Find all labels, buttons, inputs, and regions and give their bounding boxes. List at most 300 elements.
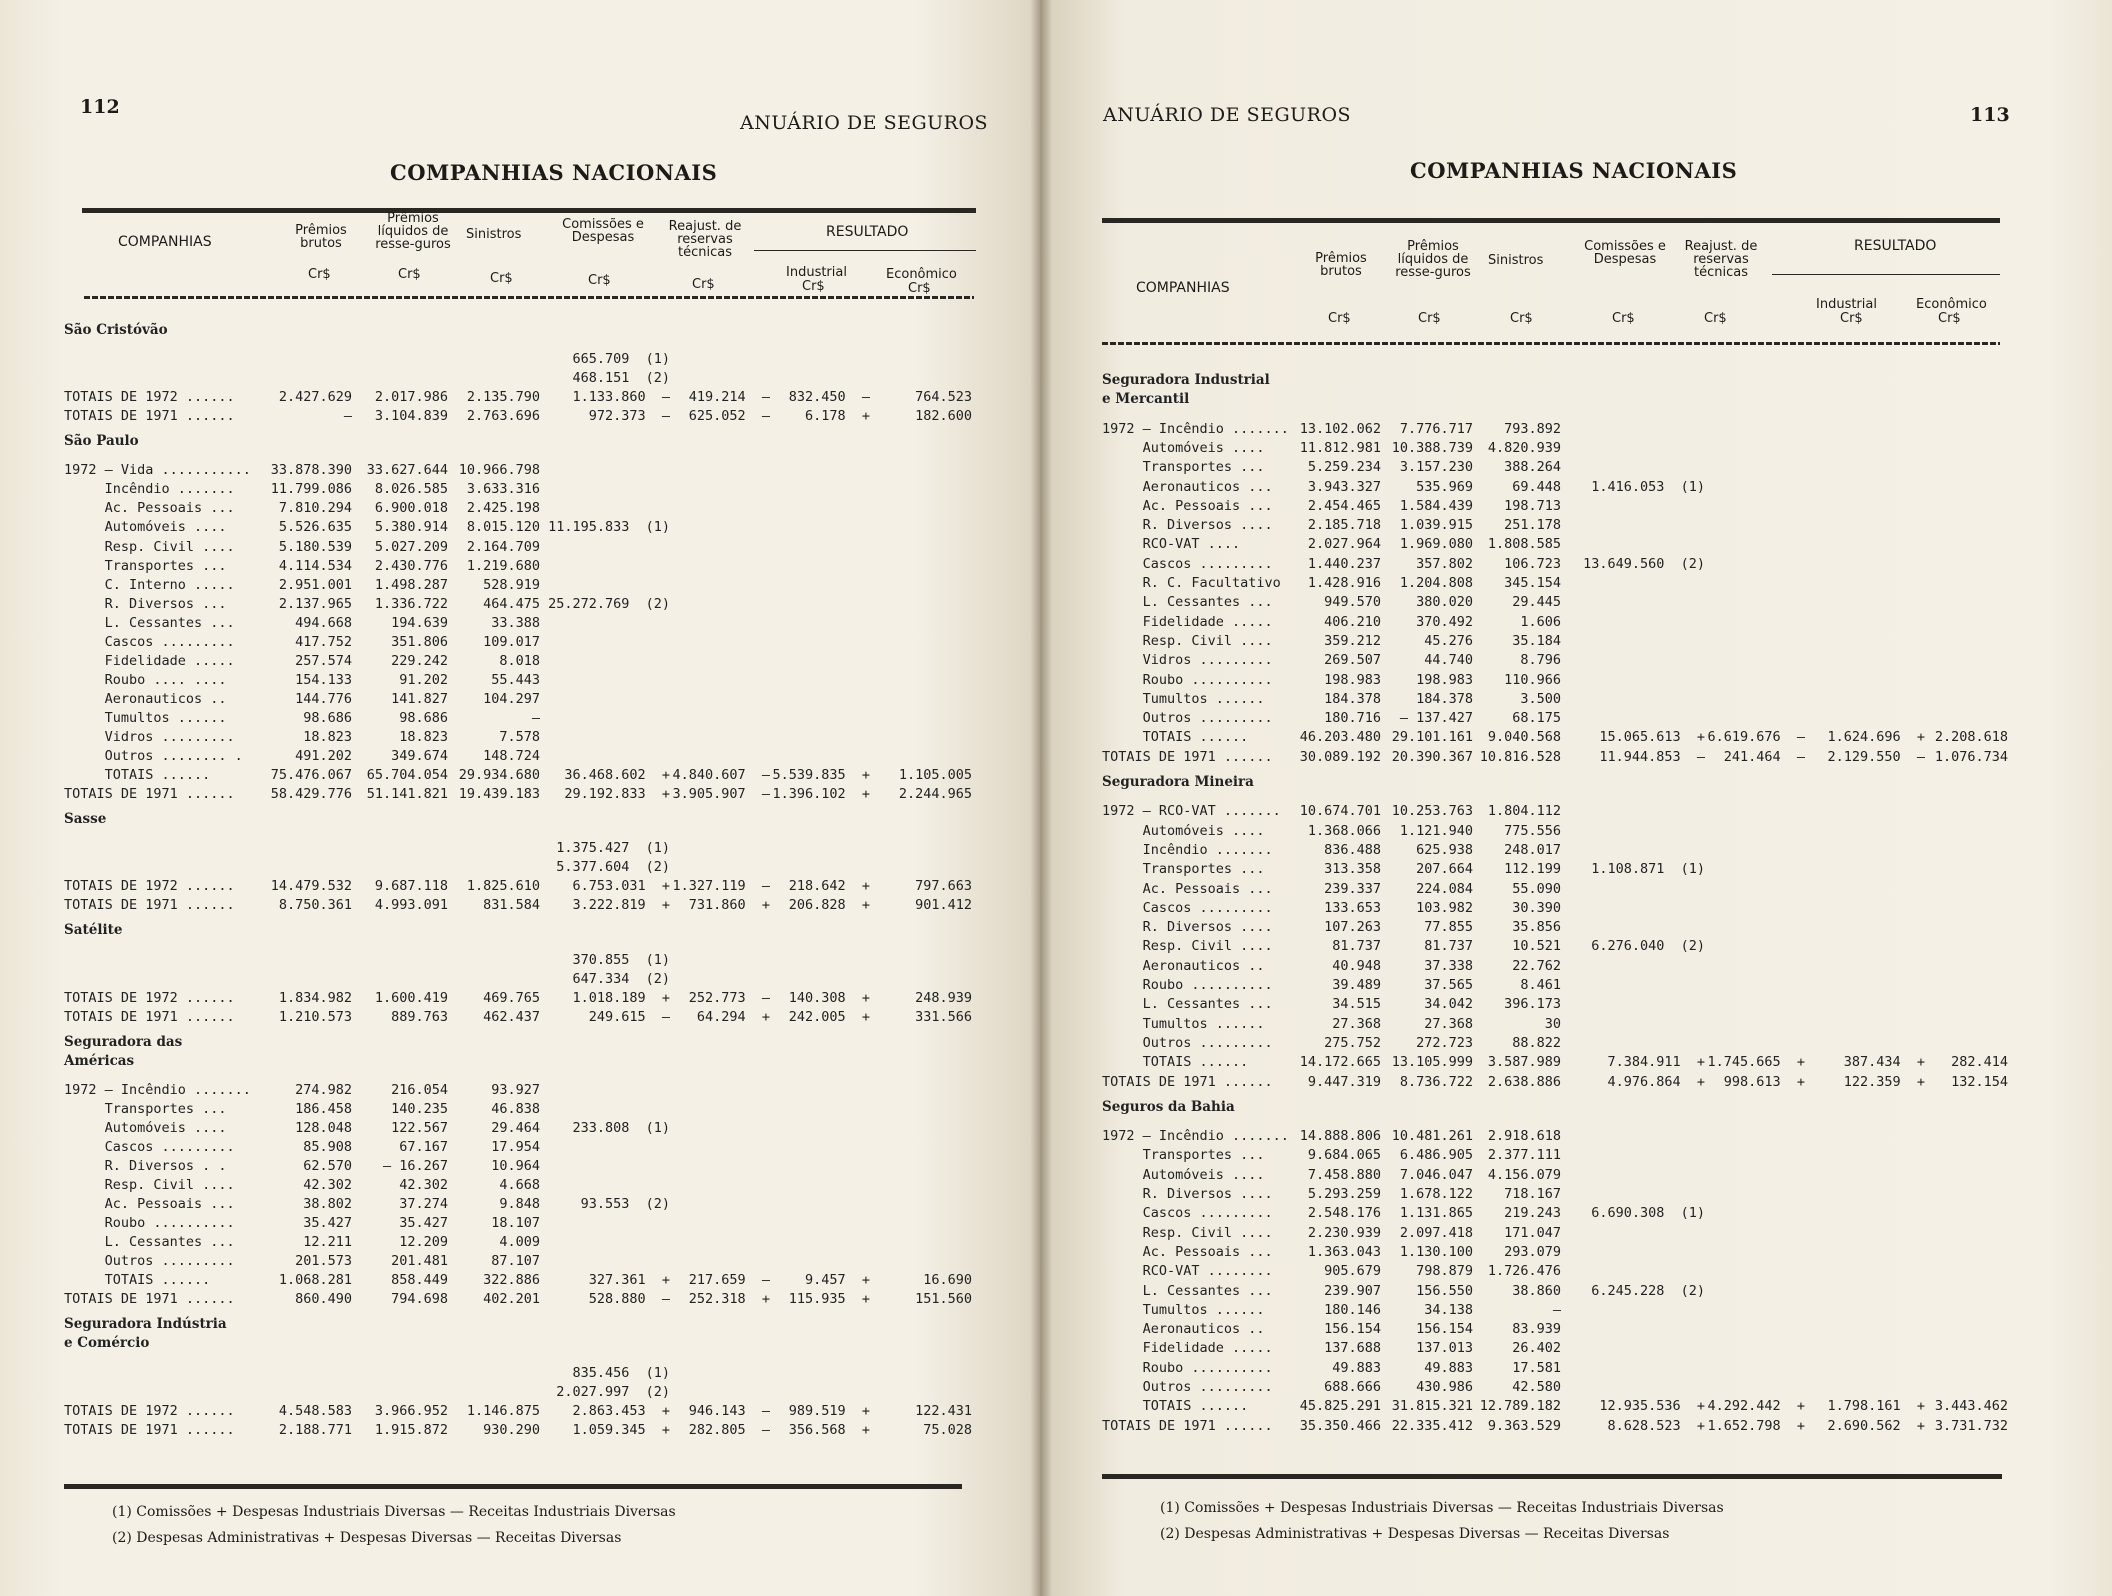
table-row — [1040, 1244, 2112, 1260]
label: TOTAIS DE 1971 ...... — [1102, 1417, 1273, 1434]
premios-brutos-cell: 180.716 — [1324, 710, 1381, 727]
section-heading: Seguradora Indústria — [64, 1316, 227, 1333]
note-row — [0, 351, 1040, 367]
label: R. Diversos .... — [1102, 517, 1273, 534]
label: Cascos ......... — [64, 633, 235, 650]
premios-brutos-cell: 14.479.532 — [270, 878, 352, 895]
label: TOTAIS DE 1971 ...... — [64, 786, 235, 803]
premios-liquidos-cell: 29.101.161 — [1391, 729, 1473, 746]
premios-liquidos-cell: 22.335.412 — [1391, 1417, 1473, 1434]
table-row — [0, 1101, 1040, 1117]
sinistros-cell: 35.856 — [1512, 919, 1561, 936]
premios-brutos-cell: 30.089.192 — [1299, 748, 1381, 765]
note-row — [0, 971, 1040, 987]
label: Cascos ......... — [1102, 1205, 1273, 1222]
premios-liquidos-cell: 10.481.261 — [1391, 1128, 1473, 1145]
premios-liquidos-cell: 7.046.047 — [1399, 1166, 1473, 1183]
reajust-cell: 282.805 — — [688, 1421, 770, 1438]
table-row — [1040, 575, 2112, 591]
table-row — [0, 897, 1040, 913]
premios-liquidos-cell: 430.986 — [1416, 1379, 1473, 1395]
premios-liquidos-cell: 370.492 — [1416, 613, 1473, 630]
sinistros-cell: 4.009 — [499, 1234, 540, 1251]
label: Tumultos ...... — [1102, 1301, 1265, 1318]
premios-brutos-cell: 201.573 — [295, 1253, 352, 1270]
label: Tumultos ...... — [64, 709, 227, 726]
premios-brutos-cell: 5.526.635 — [278, 519, 352, 536]
premios-brutos-cell: 269.507 — [1324, 652, 1381, 669]
comissoes-cell: 11.944.853 — — [1599, 748, 1705, 765]
page-number-right: 113 — [1970, 104, 2010, 126]
cur-si: Cr$ — [490, 271, 513, 286]
industrial-cell: 1.798.161 + — [1827, 1398, 1925, 1415]
note-row — [0, 859, 1040, 875]
label: Automóveis .... — [1102, 822, 1265, 839]
label: Cascos ......... — [1102, 555, 1273, 572]
label: L. Cessantes ... — [1102, 594, 1273, 611]
premios-brutos-cell: 35.350.466 — [1299, 1417, 1381, 1434]
sinistros-cell: 106.723 — [1504, 555, 1561, 572]
industrial-cell: 2.129.550 — — [1827, 748, 1925, 765]
premios-liquidos-cell: 156.550 — [1416, 1282, 1473, 1299]
label: Resp. Civil .... — [64, 1177, 235, 1194]
table-row — [0, 1403, 1040, 1419]
economico-cell: 764.523 — [915, 389, 972, 406]
premios-liquidos-cell: 7.776.717 — [1399, 420, 1473, 437]
table-row — [0, 1253, 1040, 1269]
premios-brutos-cell: 359.212 — [1324, 632, 1381, 649]
premios-brutos-cell: 12.211 — [303, 1234, 352, 1251]
table-row — [1040, 996, 2112, 1012]
premios-brutos-cell: 239.337 — [1324, 880, 1381, 897]
label: TOTAIS DE 1972 ...... — [64, 989, 235, 1006]
economico-cell: 331.566 — [915, 1008, 972, 1025]
label: Aeronauticos ... — [1102, 478, 1273, 495]
economico-cell: 151.560 — [915, 1291, 972, 1308]
sinistros-cell: 251.178 — [1504, 517, 1561, 534]
label: 1972 — Incêndio ....... — [1102, 420, 1289, 437]
premios-liquidos-cell: 81.737 — [1424, 938, 1473, 955]
label: TOTAIS DE 1971 ...... — [64, 1291, 235, 1308]
table-row — [1040, 958, 2112, 974]
label: Tumultos ...... — [1102, 690, 1265, 707]
premios-liquidos-cell: 889.763 — [391, 1008, 448, 1025]
economico-cell: 3.443.462 — [1934, 1398, 2008, 1415]
label: Roubo .... .... — [64, 671, 227, 688]
sinistros-cell: 35.184 — [1512, 632, 1561, 649]
industrial-cell: 832.450 — — [788, 389, 870, 406]
table-row — [1040, 1263, 2112, 1279]
premios-liquidos-cell: 194.639 — [391, 614, 448, 631]
premios-brutos-cell: 2.185.718 — [1307, 517, 1381, 534]
table-row — [1040, 710, 2112, 726]
economico-cell: 1.076.734 — [1934, 748, 2008, 765]
label: R. Diversos .... — [1102, 1186, 1273, 1202]
premios-liquidos-cell: 10.388.739 — [1391, 439, 1473, 456]
label: Roubo .......... — [64, 1215, 235, 1232]
premios-liquidos-cell: 794.698 — [391, 1291, 448, 1308]
label: Transportes ... — [1102, 1147, 1265, 1164]
table-row — [0, 462, 1040, 478]
table-row — [1040, 1321, 2112, 1337]
premios-liquidos-cell: 1.915.872 — [374, 1421, 448, 1438]
table-row — [1040, 556, 2112, 572]
premios-brutos-cell: — — [343, 408, 352, 425]
col-reajust-r: Reajust. de reservas técnicas — [1684, 239, 1758, 280]
sinistros-cell: 29.934.680 — [458, 767, 540, 784]
premios-brutos-cell: 5.259.234 — [1307, 459, 1381, 476]
premios-liquidos-cell: 1.584.439 — [1399, 497, 1473, 514]
industrial-cell: 6.178 + — [804, 408, 870, 425]
footnote-2-left: (2) Despesas Administrativas + Despesas Diversas — Receitas Diversas — [112, 1530, 622, 1546]
table-row — [1040, 1016, 2112, 1032]
industrial-cell: 356.568 + — [788, 1421, 870, 1438]
sinistros-cell: 2.918.618 — [1487, 1128, 1561, 1145]
premios-liquidos-cell: 35.427 — [399, 1215, 448, 1232]
col-premios-liquidos: Prêmios líquidos de resse-guros — [375, 211, 451, 252]
cur-pb: Cr$ — [308, 267, 331, 282]
premios-brutos-cell: 275.752 — [1324, 1034, 1381, 1051]
economico-cell: 122.431 — [915, 1402, 972, 1419]
premios-liquidos-cell: 31.815.321 — [1391, 1398, 1473, 1415]
comissoes-cell: 1.059.345 + — [572, 1421, 670, 1438]
label: Aeronauticos .. — [1102, 1321, 1265, 1338]
premios-brutos-cell: 313.358 — [1324, 861, 1381, 878]
table-row — [1040, 614, 2112, 630]
table-row — [0, 539, 1040, 555]
cur-pb-r: Cr$ — [1328, 311, 1351, 326]
premios-brutos-cell: 81.737 — [1332, 938, 1381, 955]
premios-brutos-cell: 2.454.465 — [1307, 497, 1381, 514]
table-row — [1040, 977, 2112, 993]
book-gutter — [1030, 0, 1052, 1596]
economico-cell: 2.208.618 — [1934, 729, 2008, 746]
label: Cascos ......... — [1102, 899, 1273, 916]
sinistros-cell: 462.437 — [483, 1008, 540, 1025]
right-data-table — [1040, 0, 2112, 1596]
sinistros-cell: 2.425.198 — [466, 500, 540, 517]
table-row — [0, 634, 1040, 650]
table-row — [0, 653, 1040, 669]
premios-liquidos-cell: 98.686 — [399, 709, 448, 726]
sinistros-cell: — — [1552, 1301, 1561, 1318]
premios-brutos-cell: 11.799.086 — [270, 481, 352, 498]
table-row — [0, 389, 1040, 405]
premios-liquidos-cell: 357.802 — [1416, 555, 1473, 572]
sinistros-cell: 402.201 — [483, 1291, 540, 1308]
table-row — [0, 1082, 1040, 1098]
premios-liquidos-cell: 156.154 — [1416, 1321, 1473, 1338]
label: Resp. Civil .... — [1102, 938, 1273, 955]
table-row — [1040, 672, 2112, 688]
section-heading: e Mercantil — [1102, 391, 1190, 408]
premios-brutos-cell: 9.684.065 — [1307, 1147, 1381, 1164]
sinistros-cell: 10.521 — [1512, 938, 1561, 955]
economico-cell: 3.731.732 — [1934, 1417, 2008, 1434]
label: Incêndio ....... — [64, 481, 235, 498]
industrial-cell: 989.519 + — [788, 1402, 870, 1419]
premios-brutos-cell: 1.428.916 — [1307, 575, 1381, 591]
footnote-1-right: (1) Comissões + Despesas Industriais Diversas — Receitas Industriais Diversas — [1160, 1500, 1724, 1516]
cur-com-r: Cr$ — [1612, 311, 1635, 326]
premios-liquidos-cell: 1.131.865 — [1399, 1205, 1473, 1222]
sinistros-cell: 1.726.476 — [1487, 1263, 1561, 1280]
sinistros-cell: 148.724 — [483, 748, 540, 765]
label: Outros ......... — [1102, 1034, 1273, 1051]
section-heading: Seguradora Mineira — [1102, 774, 1254, 790]
reajust-cell: 731.860 + — [688, 897, 770, 914]
table-row — [1040, 881, 2112, 897]
comissoes-cell: 1.416.053 (1) — [1591, 478, 1705, 495]
label: Transportes ... — [1102, 861, 1265, 878]
premios-brutos-cell: 905.679 — [1324, 1263, 1381, 1280]
sinistros-cell: 1.606 — [1520, 613, 1561, 630]
premios-liquidos-cell: 141.827 — [391, 690, 448, 707]
footnote-2-right: (2) Despesas Administrativas + Despesas Diversas — Receitas Diversas — [1160, 1526, 1670, 1542]
sinistros-cell: 10.964 — [491, 1158, 540, 1174]
table-row — [1040, 440, 2112, 456]
premios-liquidos-cell: 49.883 — [1424, 1359, 1473, 1376]
label: Ac. Pessoais ... — [64, 500, 235, 517]
table-row — [0, 1139, 1040, 1155]
premios-liquidos-cell: 8.026.585 — [374, 481, 448, 498]
premios-brutos-cell: 2.230.939 — [1307, 1224, 1381, 1241]
premios-liquidos-cell: 1.121.940 — [1399, 822, 1473, 839]
sinistros-cell: 388.264 — [1504, 459, 1561, 476]
premios-liquidos-cell: 349.674 — [391, 748, 448, 765]
industrial-cell: 242.005 + — [788, 1008, 870, 1025]
table-row — [1040, 1128, 2112, 1144]
premios-liquidos-cell: 77.855 — [1424, 919, 1473, 936]
label: TOTAIS DE 1972 ...... — [64, 389, 235, 406]
label: L. Cessantes ... — [64, 614, 235, 631]
label: Ac. Pessoais ... — [1102, 880, 1273, 897]
table-row — [0, 1158, 1040, 1174]
col-industrial: Industrial — [786, 265, 847, 280]
label: Fidelidade ..... — [64, 652, 235, 669]
sinistros-cell: 528.919 — [483, 576, 540, 593]
economico-cell: 16.690 — [923, 1272, 972, 1289]
table-row — [0, 710, 1040, 726]
label: Outros ......... — [1102, 710, 1273, 727]
premios-liquidos-cell: 229.242 — [391, 652, 448, 669]
reajust-cell: 419.214 — — [688, 389, 770, 406]
sinistros-cell: 198.713 — [1504, 497, 1561, 514]
comissoes-cell: 1.108.871 (1) — [1591, 861, 1705, 878]
table-row — [1040, 1035, 2112, 1051]
left-data-table — [0, 0, 1040, 1596]
col-comissoes-r: Comissões e Despesas — [1584, 239, 1666, 267]
left-page — [0, 0, 1040, 1596]
premios-liquidos-cell: 858.449 — [391, 1272, 448, 1289]
label: R. Diversos ... — [64, 595, 227, 612]
reajust-cell: 625.052 — — [688, 408, 770, 425]
sinistros-cell: 83.939 — [1512, 1321, 1561, 1338]
sinistros-cell: 12.789.182 — [1479, 1398, 1561, 1415]
premios-liquidos-cell: 12.209 — [399, 1234, 448, 1251]
comissoes-cell: 6.276.040 (2) — [1591, 938, 1705, 955]
label: Automóveis .... — [64, 1119, 227, 1136]
comissoes-cell: 2.027.997 (2) — [556, 1383, 670, 1400]
label: 1972 — Vida ........... — [64, 462, 251, 479]
premios-liquidos-cell: 1.204.808 — [1399, 575, 1473, 591]
comissoes-cell: 1.375.427 (1) — [556, 840, 670, 857]
label: Ac. Pessoais ... — [1102, 1243, 1273, 1260]
label: Ac. Pessoais ... — [1102, 497, 1273, 514]
sinistros-cell: 33.388 — [491, 614, 540, 631]
reajust-cell: 1.327.119 — — [672, 878, 770, 895]
col-industrial-r: Industrial — [1816, 297, 1877, 312]
premios-liquidos-cell: 184.378 — [1416, 690, 1473, 707]
premios-liquidos-cell: 4.993.091 — [374, 897, 448, 914]
right-page — [1040, 0, 2112, 1596]
sinistros-cell: 7.578 — [499, 729, 540, 745]
table-row — [1040, 842, 2112, 858]
section-heading: e Comércio — [64, 1335, 150, 1352]
sinistros-cell: 3.633.316 — [466, 481, 540, 498]
sinistros-cell: 29.445 — [1512, 594, 1561, 611]
table-row — [0, 615, 1040, 631]
premios-liquidos-cell: 3.966.952 — [374, 1402, 448, 1419]
premios-brutos-cell: 2.548.176 — [1307, 1205, 1381, 1222]
sinistros-cell: 1.804.112 — [1487, 803, 1561, 820]
label: TOTAIS DE 1971 ...... — [64, 1008, 235, 1025]
premios-liquidos-cell: 1.498.287 — [374, 576, 448, 593]
cur-rea: Cr$ — [692, 277, 715, 292]
sinistros-cell: 112.199 — [1504, 861, 1561, 878]
table-row — [0, 1009, 1040, 1025]
reajust-cell: 998.613 + — [1723, 1073, 1805, 1090]
sinistros-cell: 22.762 — [1512, 957, 1561, 974]
table-row — [1040, 536, 2112, 552]
reajust-cell: 4.292.442 + — [1707, 1398, 1805, 1415]
sinistros-cell: 345.154 — [1504, 575, 1561, 591]
premios-liquidos-cell: 1.600.419 — [374, 989, 448, 1006]
col-economico-r: Econômico — [1916, 297, 1987, 312]
col-resultado: RESULTADO — [826, 224, 909, 240]
premios-brutos-cell: 144.776 — [295, 690, 352, 707]
reajust-cell: 6.619.676 — — [1707, 729, 1805, 746]
sinistros-cell: 8.796 — [1520, 652, 1561, 669]
col-reajust: Reajust. de reservas técnicas — [668, 219, 742, 260]
premios-liquidos-cell: 13.105.999 — [1391, 1054, 1473, 1071]
sinistros-cell: 293.079 — [1504, 1243, 1561, 1260]
sinistros-cell: 831.584 — [483, 897, 540, 914]
sinistros-cell: 88.822 — [1512, 1034, 1561, 1051]
sinistros-cell: 9.848 — [499, 1196, 540, 1213]
sinistros-cell: 1.219.680 — [466, 557, 540, 574]
table-row — [1040, 1302, 2112, 1318]
col-premios-brutos: Prêmios brutos — [295, 223, 347, 251]
label: TOTAIS ...... — [1102, 729, 1249, 746]
industrial-cell: 9.457 + — [804, 1272, 870, 1289]
premios-liquidos-cell: 37.565 — [1424, 977, 1473, 993]
table-row — [1040, 861, 2112, 877]
premios-brutos-cell: 4.114.534 — [278, 557, 352, 574]
premios-liquidos-cell: 67.167 — [399, 1138, 448, 1155]
premios-liquidos-cell: 1.969.080 — [1399, 536, 1473, 553]
premios-brutos-cell: 154.133 — [295, 671, 352, 688]
premios-brutos-cell: 58.429.776 — [270, 786, 352, 803]
col-comissoes: Comissões e Despesas — [562, 217, 644, 245]
table-row — [1040, 652, 2112, 668]
premios-brutos-cell: 274.982 — [295, 1081, 352, 1098]
industrial-cell: 1.396.102 + — [772, 786, 870, 803]
sinistros-cell: 10.966.798 — [458, 462, 540, 479]
sinistros-cell: 4.820.939 — [1487, 439, 1561, 456]
label: Automóveis .... — [64, 519, 227, 536]
premios-brutos-cell: 45.825.291 — [1299, 1398, 1381, 1415]
economico-cell: 1.105.005 — [898, 767, 972, 784]
sinistros-cell: 10.816.528 — [1479, 748, 1561, 765]
sinistros-cell: 4.668 — [499, 1177, 540, 1194]
comissoes-cell: 15.065.613 + — [1599, 729, 1705, 746]
sinistros-cell: — — [531, 709, 540, 726]
section-heading: São Cristóvão — [64, 322, 168, 338]
industrial-cell: 218.642 + — [788, 878, 870, 895]
table-row — [0, 748, 1040, 764]
table-row — [0, 1272, 1040, 1288]
premios-liquidos-cell: 51.141.821 — [366, 786, 448, 803]
running-title-left: ANUÁRIO DE SEGUROS — [740, 112, 989, 134]
table-title-right: COMPANHIAS NACIONAIS — [1410, 158, 1738, 183]
label: Resp. Civil .... — [64, 538, 235, 555]
premios-brutos-cell: 2.188.771 — [278, 1421, 352, 1438]
premios-brutos-cell: 46.203.480 — [1299, 729, 1381, 746]
col-premios-liquidos-r: Prêmios líquidos de resse-guros — [1395, 239, 1471, 280]
sinistros-cell: 18.107 — [491, 1215, 540, 1232]
label: L. Cessantes ... — [1102, 1282, 1273, 1299]
label: R. Diversos .... — [1102, 919, 1273, 936]
section-heading: Satélite — [64, 922, 123, 939]
premios-brutos-cell: 1.834.982 — [278, 989, 352, 1006]
premios-brutos-cell: 49.883 — [1332, 1359, 1381, 1376]
comissoes-cell: 8.628.523 + — [1607, 1417, 1705, 1434]
table-row — [0, 1422, 1040, 1438]
table-row — [1040, 1283, 2112, 1299]
label: C. Interno ..... — [64, 576, 235, 593]
table-row — [0, 1215, 1040, 1231]
note-row — [0, 1384, 1040, 1400]
section-heading: Américas — [64, 1052, 135, 1069]
sinistros-cell: 38.860 — [1512, 1282, 1561, 1299]
label: 1972 — RCO-VAT ....... — [1102, 803, 1281, 820]
premios-brutos-cell: 85.908 — [303, 1138, 352, 1155]
premios-liquidos-cell: 207.664 — [1416, 861, 1473, 878]
comissoes-cell: 93.553 (2) — [580, 1196, 670, 1213]
economico-cell: 132.154 — [1951, 1073, 2008, 1090]
premios-liquidos-cell: 37.274 — [399, 1196, 448, 1213]
reajust-cell: 946.143 — — [688, 1402, 770, 1419]
label: Outros ......... — [1102, 1379, 1273, 1395]
premios-liquidos-cell: 6.486.905 — [1399, 1147, 1473, 1164]
premios-brutos-cell: 62.570 — [303, 1158, 352, 1174]
table-row — [1040, 1340, 2112, 1356]
premios-liquidos-cell: 3.104.839 — [374, 408, 448, 425]
premios-liquidos-cell: 380.020 — [1416, 594, 1473, 611]
col-economico: Econômico — [886, 267, 957, 282]
industrial-cell: 115.935 + — [788, 1291, 870, 1308]
label: R. Diversos . . — [64, 1158, 227, 1174]
premios-liquidos-cell: 34.042 — [1424, 996, 1473, 1013]
premios-brutos-cell: 198.983 — [1324, 671, 1381, 688]
economico-cell: 282.414 — [1951, 1054, 2008, 1071]
table-row — [0, 767, 1040, 783]
sinistros-cell: 17.581 — [1512, 1359, 1561, 1376]
comissoes-cell: 370.855 (1) — [572, 951, 670, 968]
premios-brutos-cell: 39.489 — [1332, 977, 1381, 993]
premios-liquidos-cell: 224.084 — [1416, 880, 1473, 897]
